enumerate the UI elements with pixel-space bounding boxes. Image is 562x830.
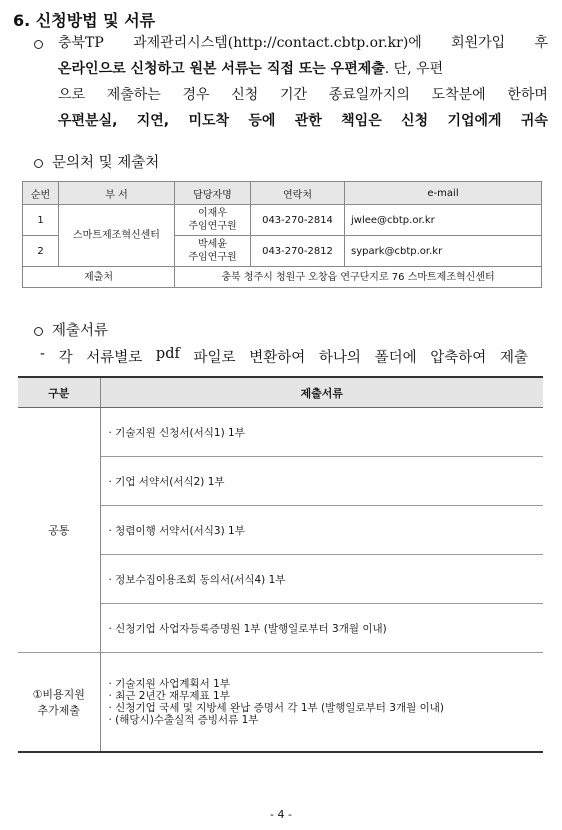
extra-label: ①비용지원 추가제출	[18, 653, 100, 753]
row-no: 1	[23, 205, 59, 236]
submit-address: 충북 청주시 청원구 오창읍 연구단지로 76 스마트제조혁신센터	[175, 267, 542, 288]
header-manager: 담당자명	[175, 182, 251, 205]
document-item: · (해당시)수출실적 증빙서류 1부	[108, 714, 259, 726]
contact-table	[22, 181, 542, 288]
application-line-4: 우편분실, 지연, 미도착 등에 관한 책임은 신청 기업에게 귀속	[58, 113, 548, 129]
email-cell: sypark@cbtp.or.kr	[345, 236, 542, 267]
header-phone: 연락처	[251, 182, 345, 205]
section-title: 6. 신청방법 및 서류	[13, 11, 156, 30]
table-row	[18, 653, 543, 753]
submit-label: 제출처	[23, 267, 175, 288]
manager-name: 박세윤	[198, 239, 227, 250]
manager-cell	[175, 205, 251, 236]
documents-table	[18, 376, 543, 753]
documents-note: - 각 서류별로 pdf 파일로 변환하여 하나의 폴더에 압축하여 제출	[40, 346, 528, 366]
submit-row	[23, 267, 542, 288]
contact-heading: 문의처 및 제출처	[52, 155, 160, 171]
document-item: · 정보수집이용조회 동의서(서식4) 1부	[100, 555, 543, 604]
application-line-1: 충북TP 과제관리시스템(http://contact.cbtp.or.kr)에 회원가입 후	[58, 35, 548, 51]
header-category: 구분	[18, 377, 100, 408]
document-item: · 신청기업 국세 및 지방세 완납 증명서 각 1부 (발행일로부터 3개월 이내)	[108, 702, 444, 714]
bullet-circle-icon	[34, 327, 43, 336]
table-header-row	[23, 182, 542, 205]
document-item: · 최근 2년간 재무제표 1부	[108, 690, 230, 702]
table-row	[18, 408, 543, 457]
row-no: 2	[23, 236, 59, 267]
header-no: 순번	[23, 182, 59, 205]
header-department: 부 서	[59, 182, 175, 205]
extra-items	[100, 653, 543, 753]
document-item: · 청렴이행 서약서(서식3) 1부	[100, 506, 543, 555]
table-row	[23, 205, 542, 236]
department-cell: 스마트제조혁신센터	[59, 205, 175, 267]
phone-cell: 043-270-2814	[251, 205, 345, 236]
documents-heading: 제출서류	[52, 323, 109, 339]
common-label: 공통	[18, 408, 100, 653]
document-item: · 신청기업 사업자등록증명원 1부 (발행일로부터 3개월 이내)	[100, 604, 543, 653]
phone-cell: 043-270-2812	[251, 236, 345, 267]
manager-cell	[175, 236, 251, 267]
manager-name: 이재우	[198, 208, 227, 219]
bullet-circle-icon	[34, 159, 43, 168]
bullet-circle-icon	[34, 40, 43, 49]
document-item: · 기술지원 사업계획서 1부	[108, 678, 230, 690]
manager-title: 주임연구원	[188, 221, 237, 232]
header-documents: 제출서류	[100, 377, 543, 408]
document-item: · 기술지원 신청서(서식1) 1부	[100, 408, 543, 457]
email-cell: jwlee@cbtp.or.kr	[345, 205, 542, 236]
page-number: - 4 -	[270, 808, 292, 821]
header-email: e-mail	[345, 182, 542, 205]
application-line-2: 온라인으로 신청하고 원본 서류는 직접 또는 우편제출. 단, 우편	[58, 61, 444, 77]
application-line-3: 으로 제출하는 경우 신청 기간 종료일까지의 도착분에 한하며	[58, 87, 548, 103]
manager-title: 주임연구원	[188, 252, 237, 263]
table-header-row	[18, 377, 543, 408]
document-item: · 기업 서약서(서식2) 1부	[100, 457, 543, 506]
